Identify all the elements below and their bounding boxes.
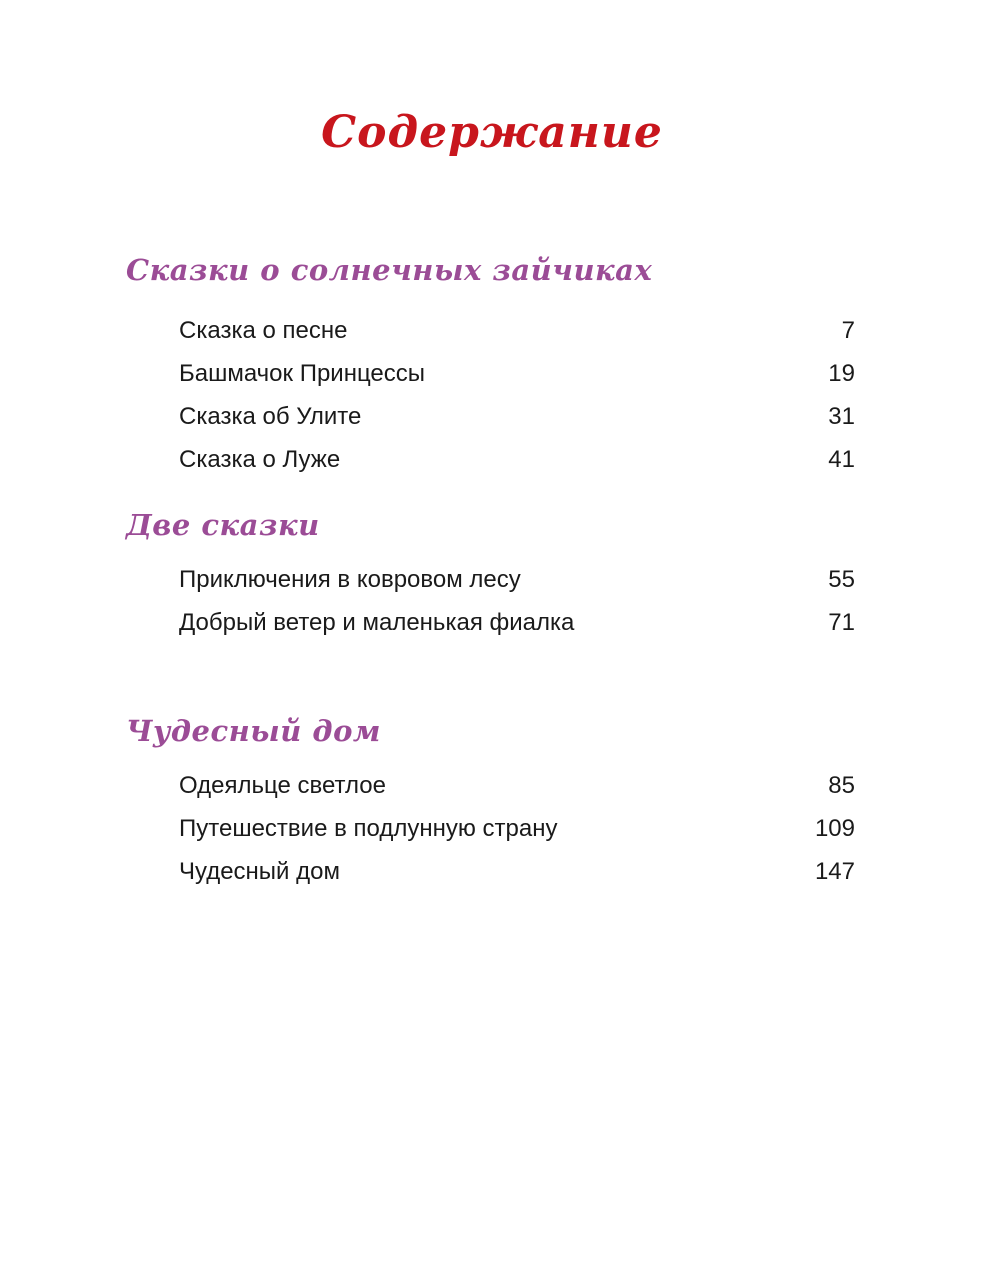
- page-number: 55: [828, 566, 855, 593]
- entry-title: Чудесный дом: [179, 858, 340, 885]
- toc-entry[interactable]: [179, 443, 855, 477]
- toc-entry[interactable]: [179, 314, 855, 348]
- section-title: Две сказки: [126, 508, 320, 542]
- entry-title: Одеяльце светлое: [179, 772, 386, 799]
- page-number: 85: [828, 772, 855, 799]
- page-number: 71: [828, 609, 855, 636]
- toc-entry[interactable]: [179, 769, 855, 803]
- section-title: Чудесный дом: [126, 714, 382, 748]
- toc-entry[interactable]: [179, 563, 855, 597]
- section-title: Сказки о солнечных зайчиках: [126, 253, 653, 287]
- page-number: 7: [841, 317, 855, 344]
- toc-entry[interactable]: [179, 606, 855, 640]
- entry-title: Сказка об Улите: [179, 403, 362, 430]
- page-title: Содержание: [321, 107, 663, 158]
- toc-entry[interactable]: [179, 357, 855, 391]
- page-number: 19: [828, 360, 855, 387]
- page-number: 31: [828, 403, 855, 430]
- page-number: 109: [814, 815, 855, 842]
- toc-entry[interactable]: [179, 812, 855, 846]
- page-number: 41: [828, 446, 855, 473]
- entry-title: Добрый ветер и маленькая фиалка: [179, 609, 575, 636]
- entry-title: Сказка о песне: [179, 317, 348, 344]
- toc-entry[interactable]: [179, 400, 855, 434]
- entry-title: Приключения в ковровом лесу: [179, 566, 521, 593]
- toc-entry[interactable]: [179, 855, 855, 889]
- page-number: 147: [814, 858, 855, 885]
- entry-title: Башмачок Принцессы: [179, 360, 426, 387]
- entry-title: Путешествие в подлунную страну: [179, 815, 558, 842]
- entry-title: Сказка о Луже: [179, 446, 341, 473]
